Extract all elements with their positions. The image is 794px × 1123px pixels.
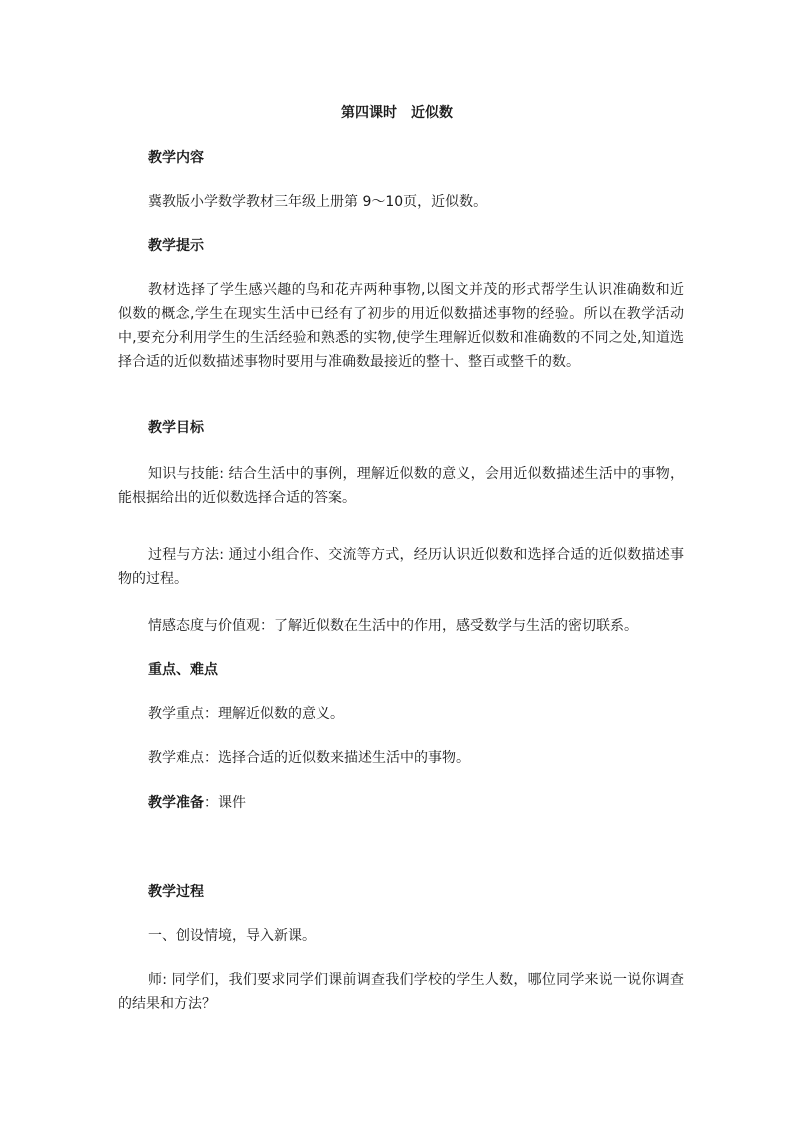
paragraph-step-one: 一、创设情境，导入新课。 xyxy=(148,928,316,944)
paragraph-teacher-speech: 师: 同学们，我们要求同学们课前调查我们学校的学生人数，哪位同学来说一说你调查的结果和方法？ xyxy=(118,972,684,1012)
paragraph-goal-knowledge: 知识与技能: 结合生活中的事例，理解近似数的意义，会用近似数描述生活中的事物，能根据给出的近似数选择合适的答案。 xyxy=(118,466,684,506)
heading-key-difficult: 重点、难点 xyxy=(148,662,218,678)
paragraph-goal-process: 过程与方法: 通过小组合作、交流等方式，经历认识近似数和选择合适的近似数描述事物的过程。 xyxy=(118,547,684,587)
paragraph-goal-attitude: 情感态度与价值观：了解近似数在生活中的作用，感受数学与生活的密切联系。 xyxy=(148,618,638,634)
paragraph-teaching-content: 冀教版小学数学教材三年级上册第 9～10页，近似数。 xyxy=(148,194,488,210)
paragraph-teaching-tips: 教材选择了学生感兴趣的鸟和花卉两种事物,以图文并茂的形式帮学生认识准确数和近似数的概念,学生在现实生活中已经有了初步的用近似数描述事物的经验。所以在教学活动中,要充分利用学生的生活经验和熟悉的实物,使学生理解近似数和准确数的不同之处,知道选择合适的近似数描述事物时要用与准确数最接近的整十、整百或整千的数。 xyxy=(118,282,684,370)
preparation-value: ：课件 xyxy=(204,795,246,811)
lesson-title: 第四课时 近似数 xyxy=(341,105,453,121)
heading-teaching-tips: 教学提示 xyxy=(148,238,204,254)
heading-teaching-goals: 教学目标 xyxy=(148,420,204,436)
paragraph-key-point: 教学重点：理解近似数的意义。 xyxy=(148,706,344,722)
paragraph-difficult-point: 教学难点：选择合适的近似数来描述生活中的事物。 xyxy=(148,750,470,766)
preparation-label: 教学准备 xyxy=(148,795,204,811)
heading-teaching-content: 教学内容 xyxy=(148,150,204,166)
teaching-preparation xyxy=(148,793,246,813)
heading-teaching-process: 教学过程 xyxy=(148,884,204,900)
